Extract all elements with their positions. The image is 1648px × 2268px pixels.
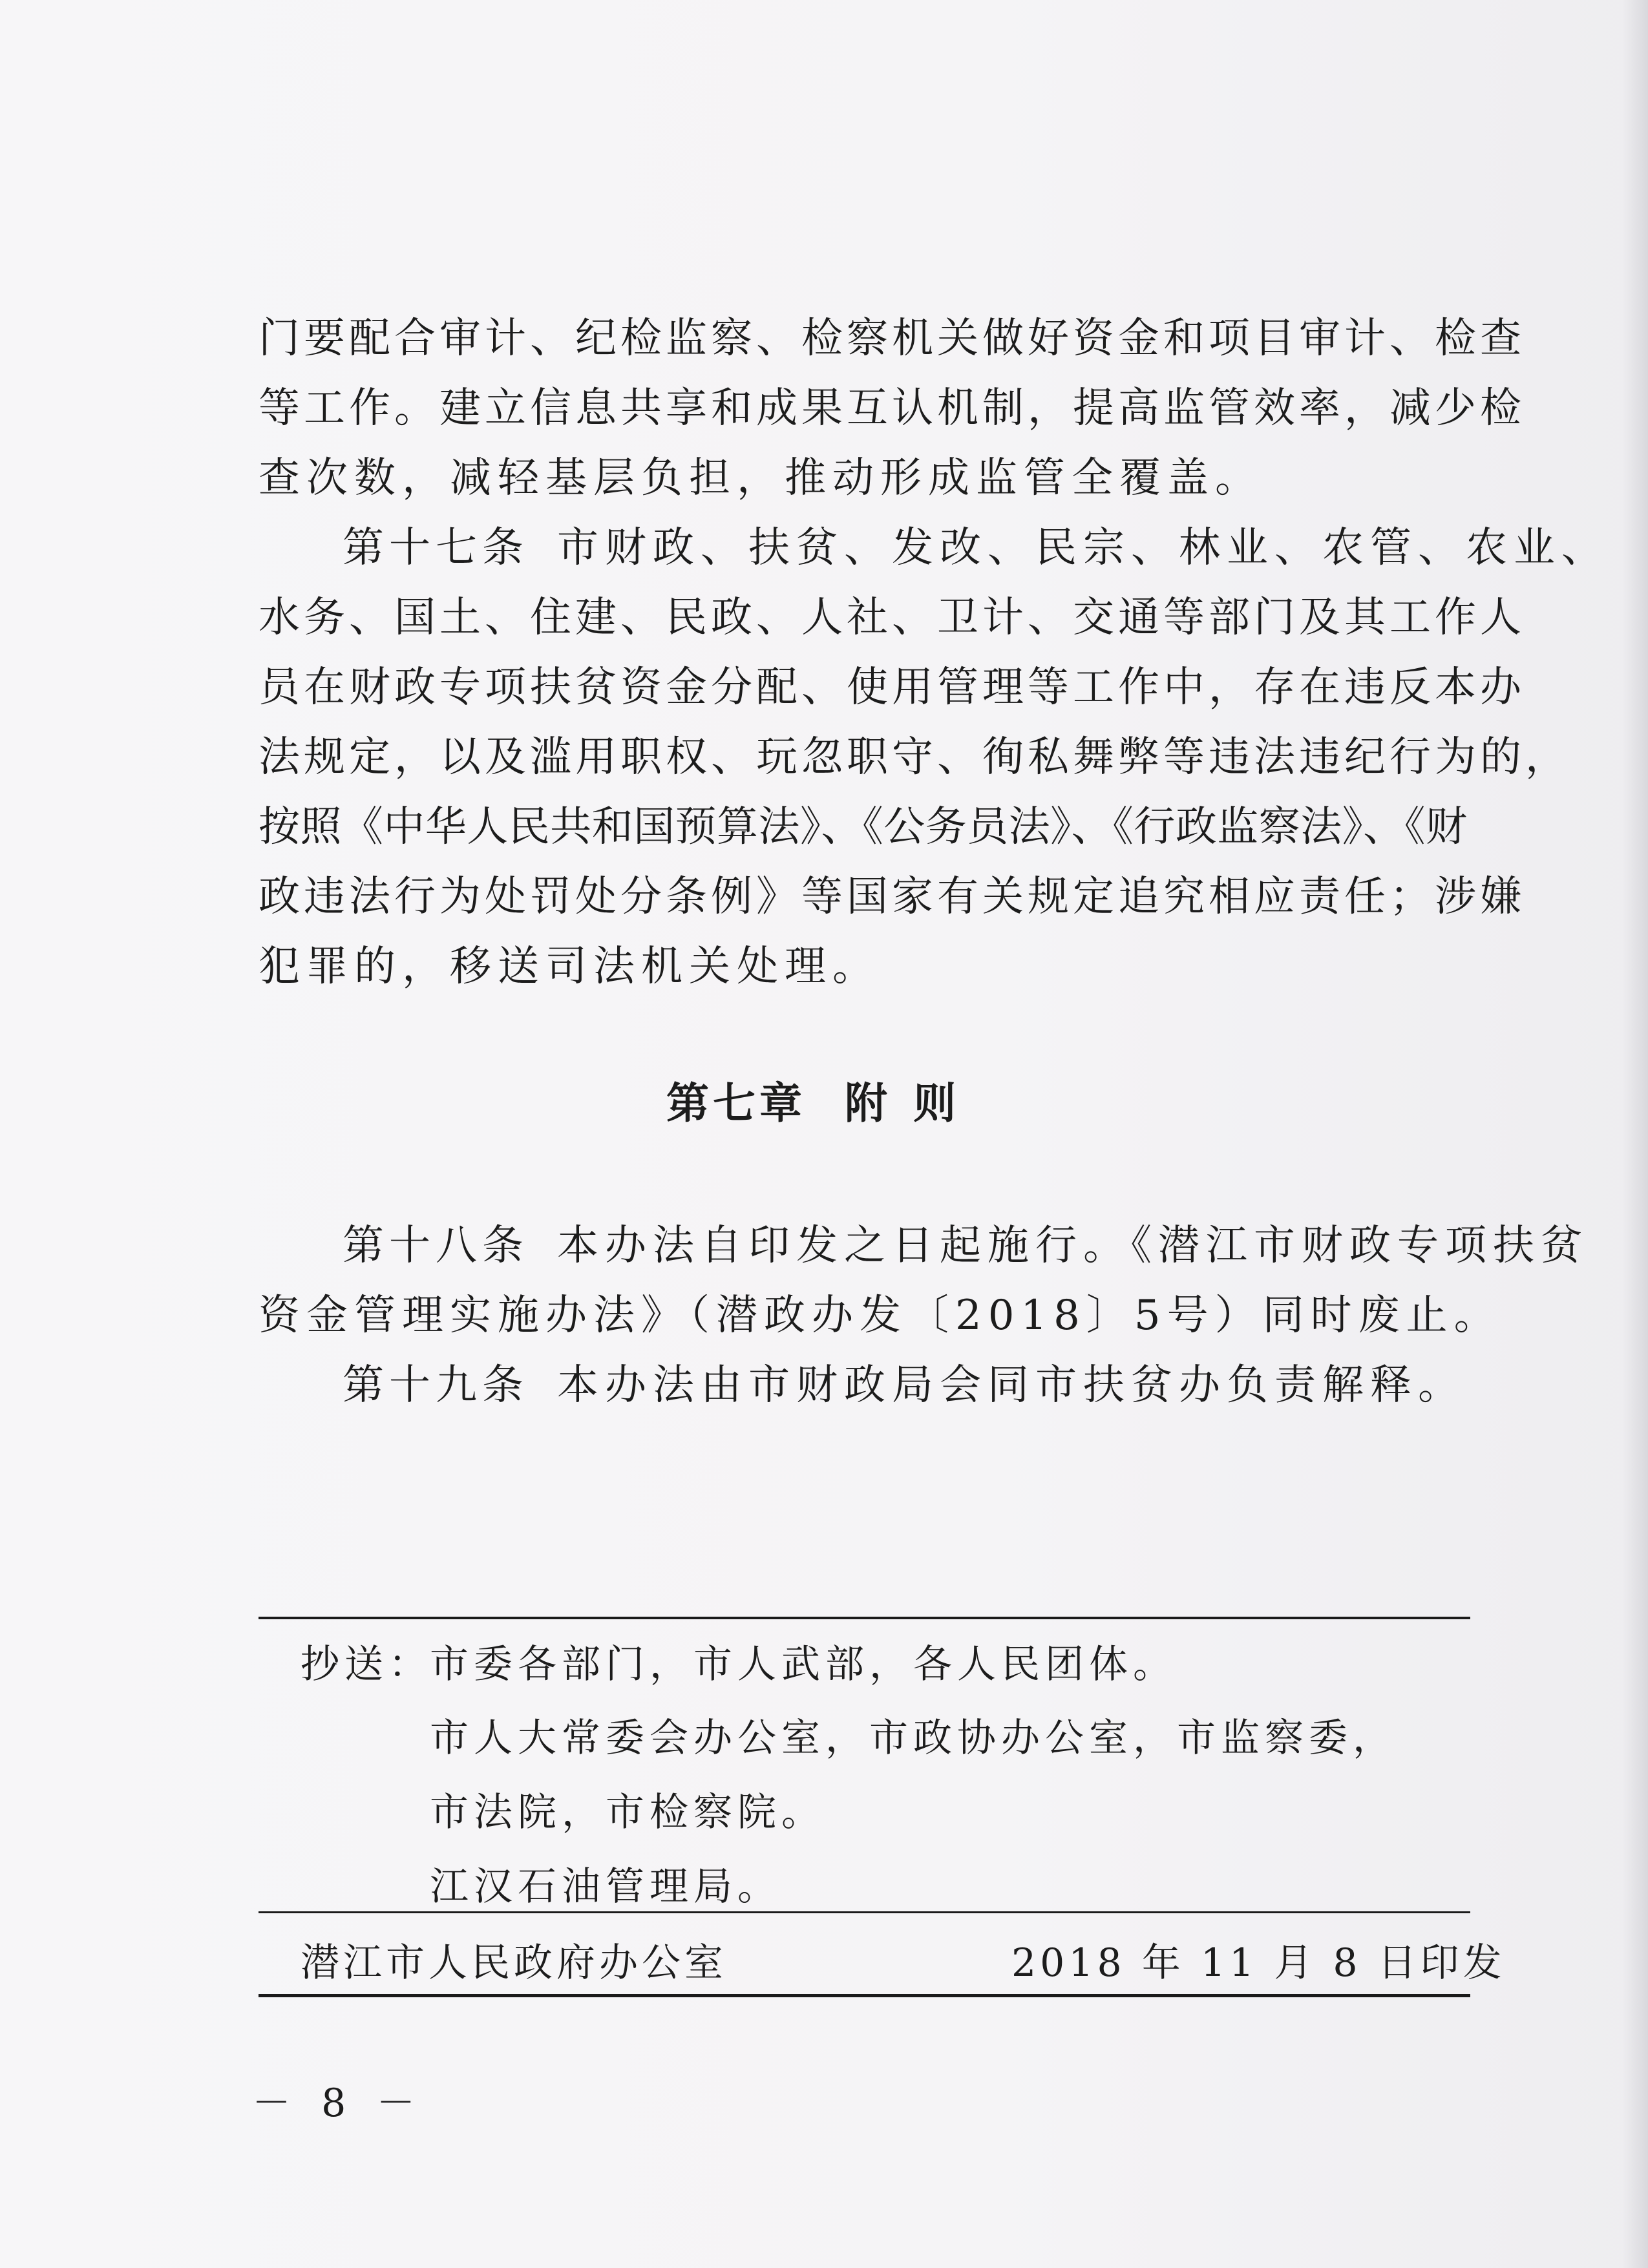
page-edge-shadow: [1622, 0, 1648, 2268]
article-17-first-line: [343, 522, 1609, 574]
cc-line: 市委各部门，市人武部，各人民团体。: [430, 1642, 1177, 1687]
body-line: 法规定，以及滥用职权、玩忽职守、徇私舞弊等违法违纪行为的，: [259, 733, 1570, 781]
body-line: 犯罪的，移送司法机关处理。: [259, 943, 880, 991]
body-line: 查次数，减轻基层负担，推动形成监管全覆盖。: [259, 454, 1263, 502]
cc-line: 市法院，市检察院。: [430, 1790, 825, 1835]
cc-line: 江汉石油管理局。: [430, 1864, 781, 1909]
body-line: 政违法行为处罚处分条例》等国家有关规定追究相应责任；涉嫌: [259, 873, 1525, 921]
page-number: － 8 －: [252, 2081, 425, 2126]
article-18-heading: 第十八条: [343, 1222, 529, 1270]
chapter-number: 第七章: [666, 1078, 806, 1128]
body-line: 等工作。建立信息共享和成果互认机制，提高监管效率，减少检: [259, 384, 1525, 432]
issuer: 潜江市人民政府办公室: [301, 1940, 727, 1986]
body-line: 本办法自印发之日起施行。《潜江市财政专项扶贫: [557, 1222, 1589, 1270]
body-line: 水务、国土、住建、民政、人社、卫计、交通等部门及其工作人: [259, 594, 1525, 642]
article-19-heading: 第十九条: [343, 1361, 529, 1409]
article-19-line: [343, 1360, 1466, 1411]
chapter-title: 附则: [845, 1078, 982, 1128]
body-line: 资金管理实施办法》（潜政办发〔2018〕5号）同时废止。: [259, 1292, 1502, 1339]
cc-label: 抄送：: [301, 1642, 432, 1687]
cc-bottom-rule: [259, 1911, 1470, 1913]
body-line: 员在财政专项扶贫资金分配、使用管理等工作中，存在违反本办: [259, 664, 1525, 711]
article-17-heading: 第十七条: [343, 524, 529, 572]
body-line: 市财政、扶贫、发改、民宗、林业、农管、农业、: [557, 524, 1609, 572]
chapter-heading: [0, 1078, 1648, 1129]
body-line: 本办法由市财政局会同市扶贫办负责解释。: [557, 1361, 1466, 1409]
cc-line: 市人大常委会办公室，市政协办公室，市监察委，: [430, 1716, 1397, 1761]
article-18-first-line: [343, 1220, 1589, 1272]
issue-date: 2018 年 11 月 8 日印发: [1011, 1940, 1506, 1986]
cc-top-rule: [259, 1617, 1470, 1619]
body-line: 门要配合审计、纪检监察、检察机关做好资金和项目审计、检查: [259, 315, 1525, 362]
footer-rule: [259, 1994, 1470, 1997]
body-line: 按照《中华人民共和国预算法》、《公务员法》、《行政监察法》、《财: [259, 803, 1467, 851]
